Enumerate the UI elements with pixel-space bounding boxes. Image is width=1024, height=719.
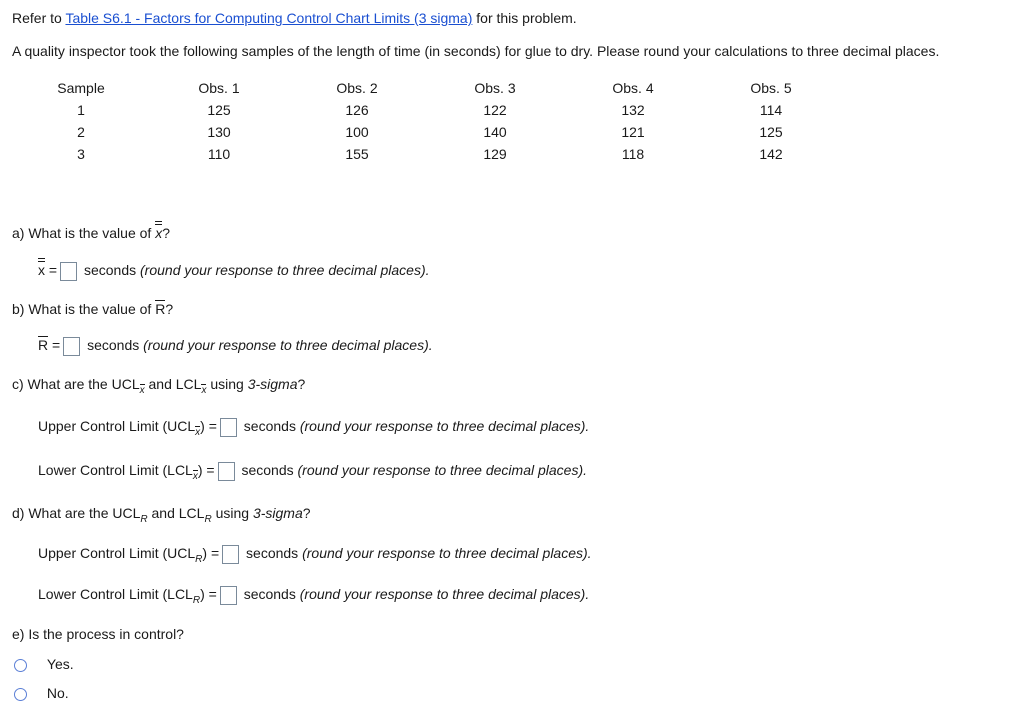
answer-input-rbar[interactable] bbox=[63, 337, 80, 356]
answer-row-a bbox=[38, 262, 430, 281]
rounding-hint: (round your response to three decimal places). bbox=[302, 545, 592, 562]
table-cell: 2 bbox=[77, 124, 85, 140]
question-c-using: using bbox=[210, 376, 244, 392]
r-subscript: R bbox=[195, 554, 203, 565]
question-d-using: using bbox=[215, 505, 250, 521]
answer-input-xbar[interactable] bbox=[60, 262, 77, 281]
ucl-r-label: Upper Control Limit (UCL bbox=[38, 545, 196, 562]
table-cell: 110 bbox=[207, 146, 231, 162]
radio-label-yes[interactable]: Yes. bbox=[46, 656, 74, 672]
table-cell: 121 bbox=[621, 124, 645, 140]
x-double-bar-label: x bbox=[38, 262, 45, 279]
radio-option-yes[interactable] bbox=[14, 656, 74, 672]
table-link[interactable]: Table S6.1 - Factors for Computing Control Chart Limits (3 sigma) bbox=[65, 10, 473, 26]
r-bar-label: R bbox=[38, 337, 49, 354]
question-e: e) Is the process in control? bbox=[12, 626, 184, 642]
answer-input-lcl-r[interactable] bbox=[220, 586, 237, 605]
header-obs4: Obs. 4 bbox=[612, 80, 654, 96]
answer-row-ucl-r bbox=[38, 545, 592, 565]
table-cell: 155 bbox=[345, 146, 369, 162]
x-bar-subscript: x bbox=[195, 427, 201, 438]
problem-statement: A quality inspector took the following samples of the length of time (in seconds) for glue to dry. Please round your calculations to three decimal places. bbox=[12, 43, 940, 59]
question-a-suffix: ? bbox=[162, 225, 170, 241]
question-d bbox=[12, 505, 311, 525]
answer-input-ucl-r[interactable] bbox=[222, 545, 239, 564]
header-obs5: Obs. 5 bbox=[750, 80, 792, 96]
table-header-row bbox=[12, 77, 840, 99]
question-d-mid: and LCL bbox=[151, 505, 205, 521]
table-cell: 1 bbox=[77, 102, 85, 118]
equals-sign: = bbox=[48, 262, 58, 279]
table-cell: 118 bbox=[621, 146, 645, 162]
table-cell: 140 bbox=[483, 124, 507, 140]
label-close: ) = bbox=[200, 586, 217, 603]
header-obs1: Obs. 1 bbox=[198, 80, 240, 96]
question-c-prefix: c) What are the UCL bbox=[12, 376, 140, 392]
answer-row-b bbox=[38, 337, 433, 356]
answer-input-ucl-x[interactable] bbox=[220, 418, 237, 437]
unit-label: seconds bbox=[246, 545, 299, 562]
x-double-bar-symbol: x bbox=[155, 225, 163, 241]
r-subscript: R bbox=[204, 513, 212, 525]
rounding-hint: (round your response to three decimal places). bbox=[299, 586, 590, 603]
table-cell: 122 bbox=[483, 102, 507, 118]
table-cell: 3 bbox=[77, 146, 85, 162]
table-row bbox=[12, 99, 840, 121]
sigma-text: 3-sigma bbox=[247, 376, 298, 392]
table-row bbox=[12, 121, 840, 143]
label-close: ) = bbox=[202, 545, 220, 562]
question-a-prefix: a) What is the value of bbox=[12, 225, 152, 241]
ucl-x-label: Upper Control Limit (UCL bbox=[38, 418, 196, 435]
intro-suffix: for this problem. bbox=[476, 10, 577, 26]
x-bar-subscript: x bbox=[139, 384, 145, 396]
radio-label-no[interactable]: No. bbox=[46, 685, 69, 701]
table-cell: 100 bbox=[345, 124, 369, 140]
r-subscript: R bbox=[140, 513, 148, 525]
answer-row-lcl-x bbox=[38, 462, 587, 482]
table-cell: 142 bbox=[759, 146, 783, 162]
answer-input-lcl-x[interactable] bbox=[218, 462, 235, 481]
question-c bbox=[12, 376, 305, 396]
sigma-text: 3-sigma bbox=[252, 505, 303, 521]
question-c-suffix: ? bbox=[297, 376, 306, 392]
unit-label: seconds bbox=[243, 586, 296, 603]
table-cell: 126 bbox=[345, 102, 369, 118]
radio-option-no[interactable] bbox=[14, 685, 69, 701]
table-cell: 132 bbox=[621, 102, 645, 118]
lcl-r-label: Lower Control Limit (LCL bbox=[38, 586, 193, 603]
table-cell: 130 bbox=[207, 124, 231, 140]
x-bar-subscript: x bbox=[192, 471, 198, 482]
question-b bbox=[12, 301, 173, 317]
intro-line bbox=[12, 10, 577, 26]
answer-row-ucl-x bbox=[38, 418, 589, 438]
table-cell: 125 bbox=[759, 124, 783, 140]
x-bar-subscript: x bbox=[201, 384, 207, 396]
answer-row-lcl-r bbox=[38, 586, 589, 606]
question-b-prefix: b) What is the value of bbox=[12, 301, 152, 317]
unit-label: seconds bbox=[241, 462, 294, 479]
r-subscript: R bbox=[192, 595, 201, 606]
rounding-hint: (round your response to three decimal places). bbox=[143, 337, 433, 354]
label-close: ) = bbox=[200, 418, 217, 435]
table-cell: 125 bbox=[207, 102, 231, 118]
rounding-hint: (round your response to three decimal places). bbox=[140, 262, 430, 279]
unit-label: seconds bbox=[83, 262, 137, 279]
samples-table bbox=[12, 77, 840, 165]
rounding-hint: (round your response to three decimal places). bbox=[299, 418, 590, 435]
header-obs2: Obs. 2 bbox=[336, 80, 378, 96]
question-a bbox=[12, 225, 170, 241]
rounding-hint: (round your response to three decimal places). bbox=[297, 462, 587, 479]
intro-prefix: Refer to bbox=[12, 10, 62, 26]
question-b-suffix: ? bbox=[165, 301, 174, 317]
equals-sign: = bbox=[52, 337, 61, 354]
r-bar-symbol: R bbox=[155, 301, 166, 317]
table-row bbox=[12, 143, 840, 165]
lcl-x-label: Lower Control Limit (LCL bbox=[38, 462, 193, 479]
table-cell: 114 bbox=[759, 102, 783, 118]
table-cell: 129 bbox=[483, 146, 507, 162]
header-obs3: Obs. 3 bbox=[474, 80, 516, 96]
radio-circle-icon[interactable] bbox=[14, 659, 27, 672]
label-close: ) = bbox=[197, 462, 215, 479]
question-d-prefix: d) What are the UCL bbox=[12, 505, 141, 521]
unit-label: seconds bbox=[243, 418, 296, 435]
radio-circle-icon[interactable] bbox=[14, 688, 27, 701]
question-d-suffix: ? bbox=[302, 505, 311, 521]
header-sample: Sample bbox=[57, 80, 105, 96]
unit-label: seconds bbox=[87, 337, 140, 354]
question-c-mid: and LCL bbox=[148, 376, 202, 392]
